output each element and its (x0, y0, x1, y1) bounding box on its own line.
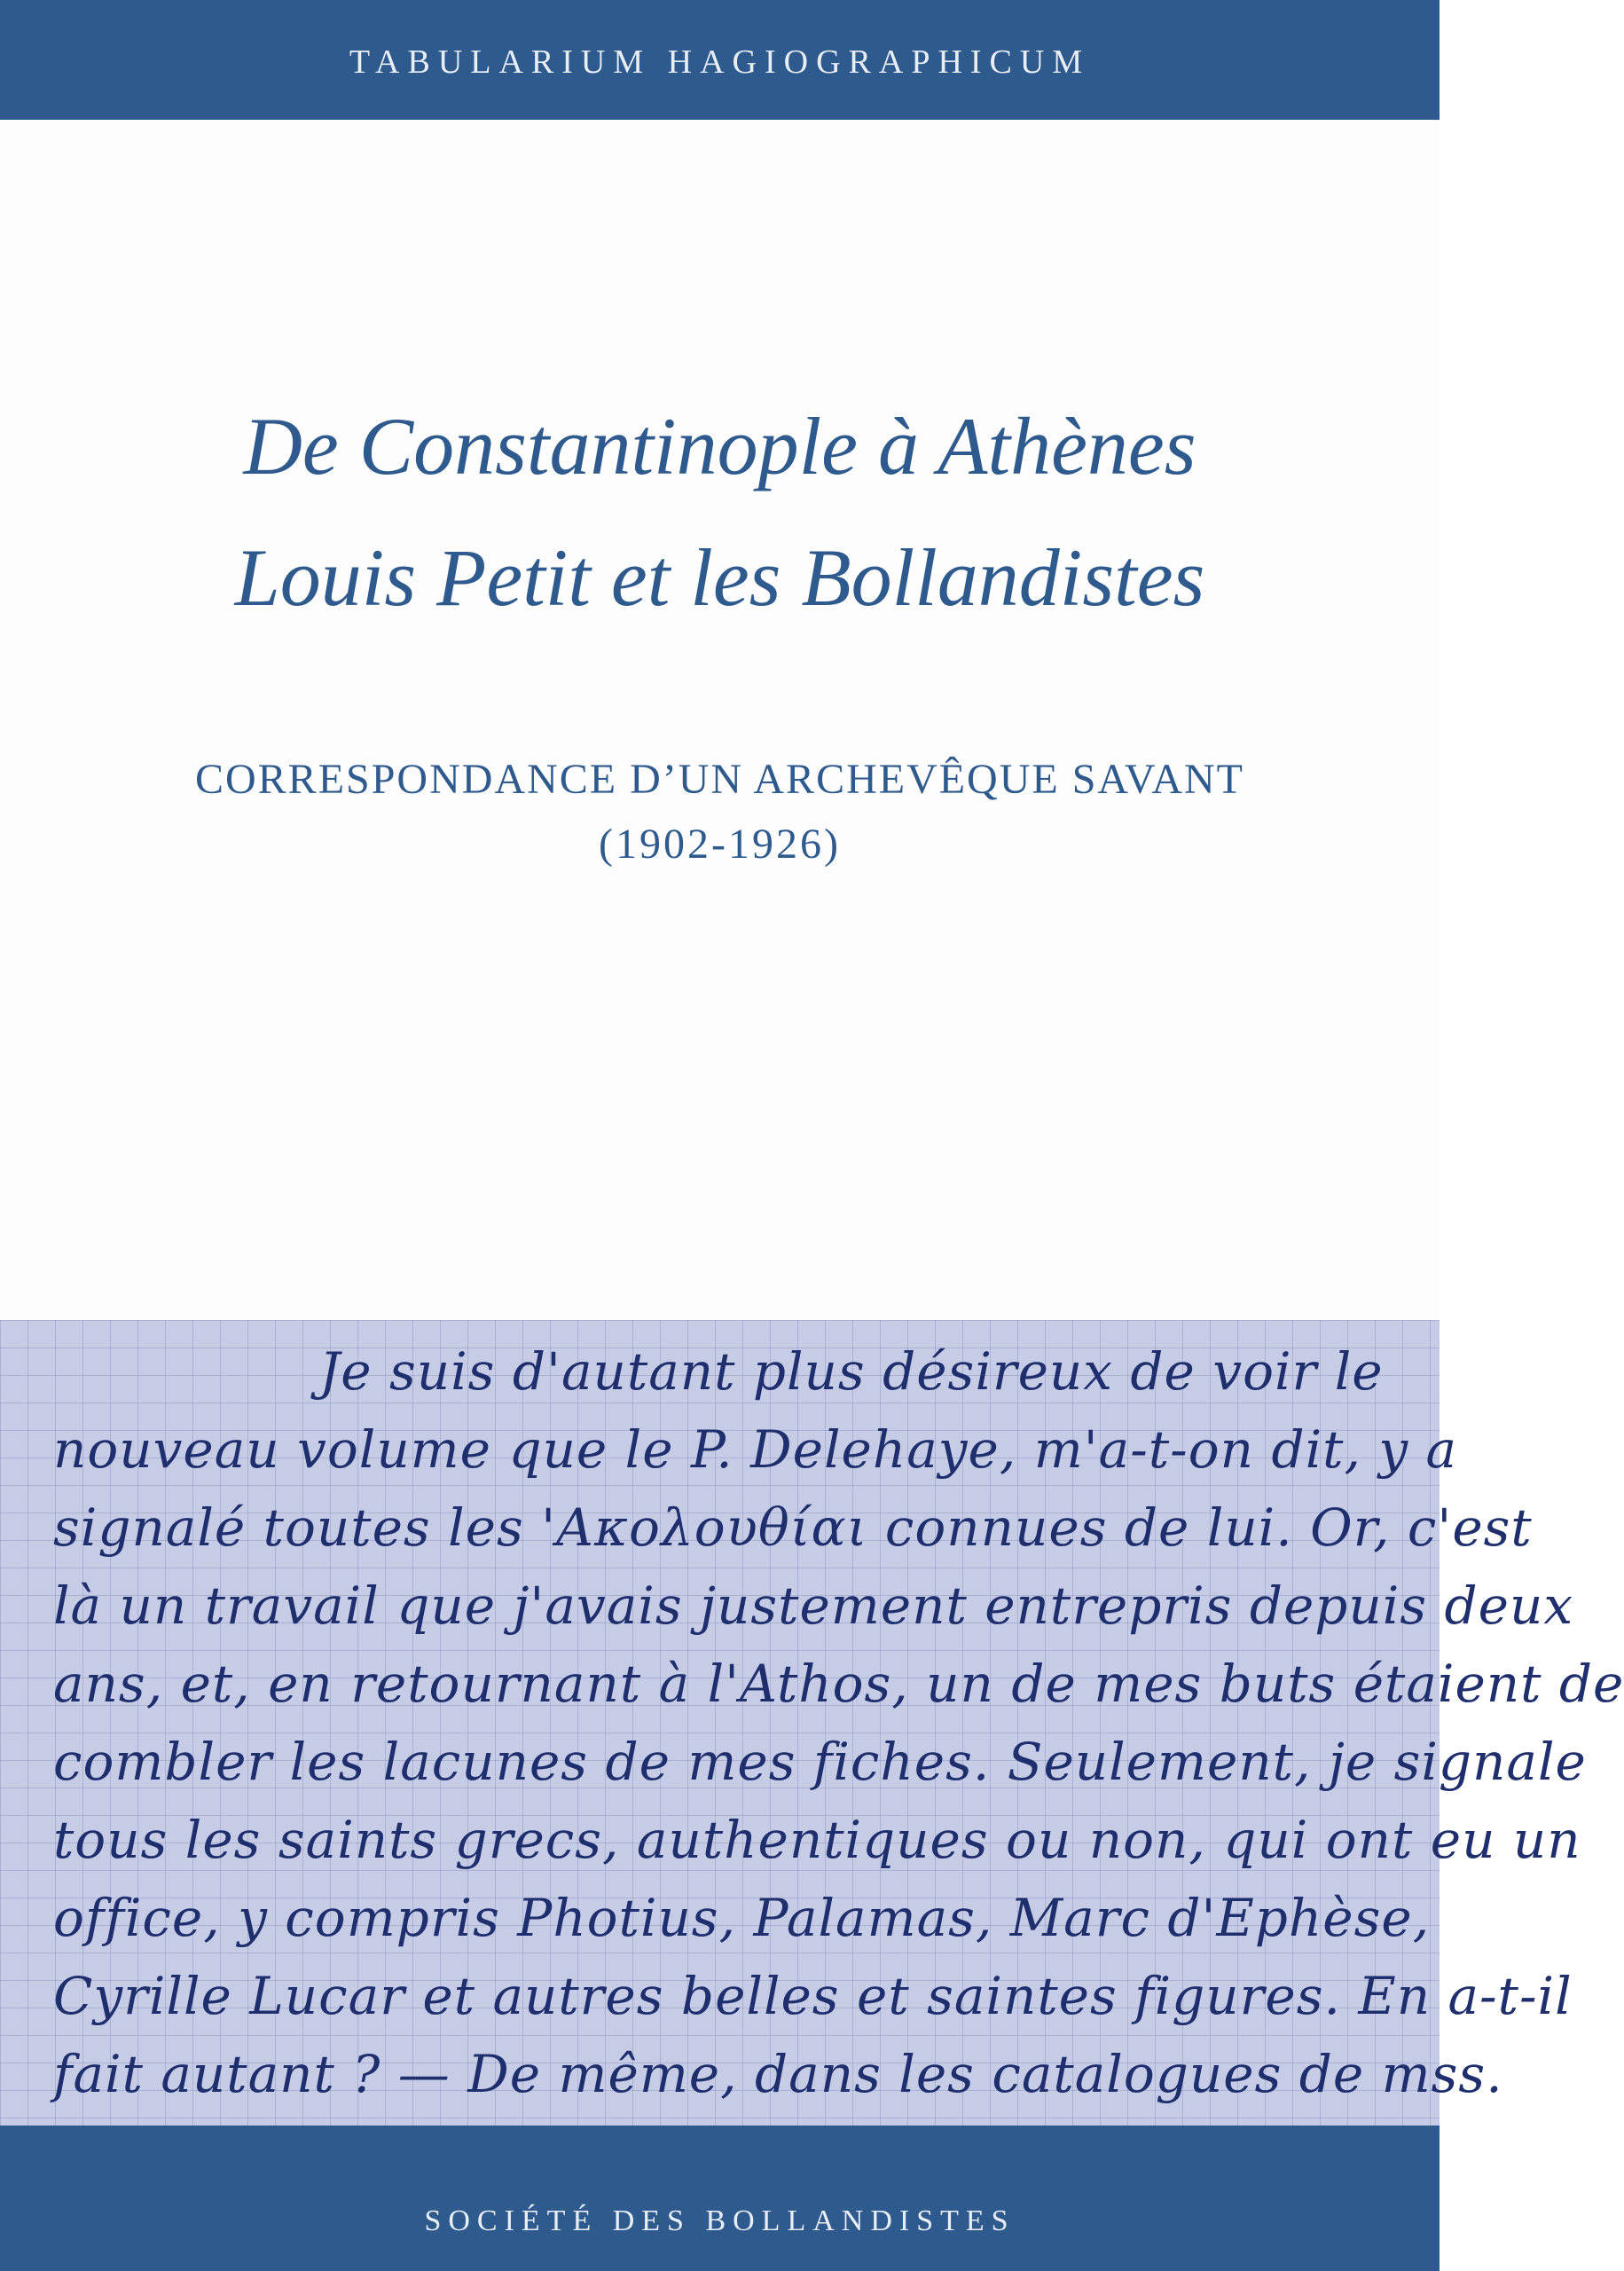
handwriting-line: fait autant ? — De même, dans les catalogues de mss. (53, 2044, 1503, 2104)
handwriting-line: nouveau volume que le P. Delehaye, m'a-t-on dit, y a (53, 1419, 1458, 1480)
main-title-line-1: De Constantinople à Athènes (243, 401, 1196, 491)
series-title: TABULARIUM HAGIOGRAPHICUM (349, 43, 1091, 81)
handwriting-line: signalé toutes les 'Ακολουθίαι connues de lui. Or, c'est (53, 1497, 1533, 1558)
main-title-line-2: Louis Petit et les Bollandistes (234, 532, 1205, 623)
handwritten-letter-image (0, 1320, 1624, 2126)
subtitle: CORRESPONDANCE D’UN ARCHEVÊQUE SAVANT (194, 756, 1244, 803)
date-range: (1902-1926) (599, 821, 841, 868)
handwriting-line: combler les lacunes de mes fiches. Seulement, je signale (53, 1732, 1587, 1792)
handwriting-line: Cyrille Lucar et autres belles et saintes figures. En a-t-il (53, 1966, 1573, 2026)
handwriting-line: tous les saints grecs, authentiques ou non, qui ont eu un (53, 1810, 1581, 1870)
handwriting-line: ans, et, en retournant à l'Athos, un de mes buts étaient de (53, 1654, 1624, 1714)
handwriting-line: office, y compris Photius, Palamas, Marc d'Ephèse, (53, 1888, 1431, 1948)
publisher-name: SOCIÉTÉ DES BOLLANDISTES (424, 2204, 1016, 2237)
handwriting-line: là un travail que j'avais justement entrepris depuis deux (53, 1576, 1574, 1636)
top-band (0, 0, 1440, 120)
bottom-band (0, 2126, 1440, 2271)
handwriting-line: Je suis d'autant plus désireux de voir le (319, 1341, 1384, 1402)
